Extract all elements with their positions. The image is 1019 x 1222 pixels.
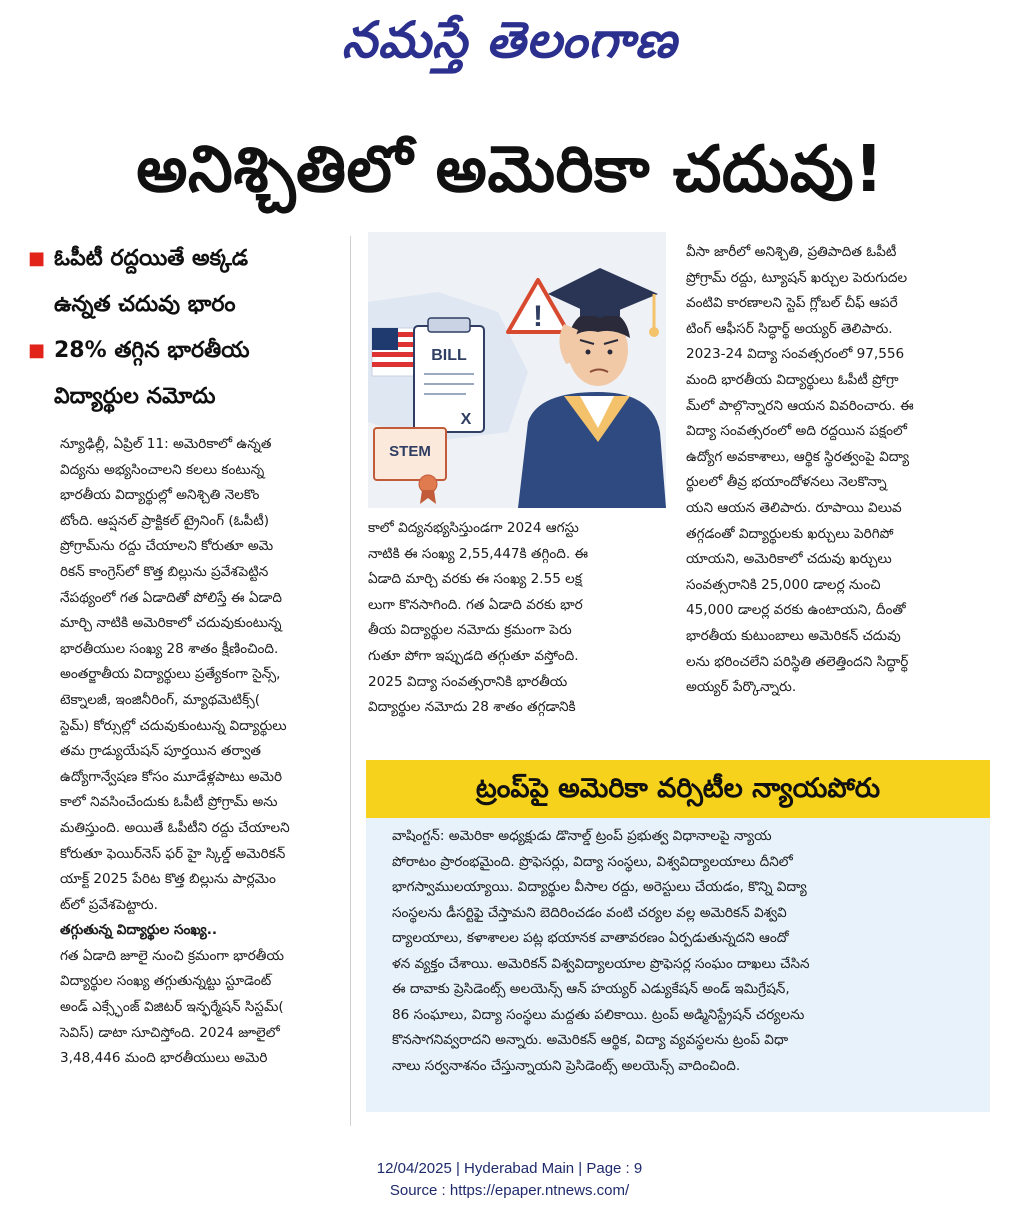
illustration-svg — [368, 232, 666, 508]
page-footer — [0, 1158, 1019, 1202]
sidebar-news-body: వాషింగ్టన్: అమెరికా అధ్యక్షుడు డొనాల్డ్ ట్రంప్ ప్రభుత్వ విధానాలపై న్యాయ పోరాటం ప్రారంభమైంది. ప్రొఫెసర్లు, విద్యా సంస్థలు, విశ్వవిద్యాలయాలు దీనిలో భాగస్వాములయ్యాయి. విద్యార్థుల వీసాల రద్దు, అరెస్టులు చేయడం, కొన్ని విద్యా సంస్థలను డీసర్టిఫై చేస్తామని బెదిరించడం వంటి చర్యల వల్ల అమెరికన్ విశ్వవి ద్యాలయాలు, కళాశాలల పట్ల భయానక వాతావరణం ఏర్పడుతున్నదని ఆందో ళన వ్యక్తం చేశాయి. అమెరికన్ విశ్వవిద్యాలయాల ప్రొఫెసర్ల సంఘం దాఖలు చేసిన ఈ దావాకు ప్రెసిడెంట్స్ అలయెన్స్ ఆన్ హయ్యర్ ఎడ్యుకేషన్ అండ్ ఇమిగ్రేషన్, 86 సంఘాలు, విద్యా సంస్థలు మద్దతు పలికాయి. ట్రంప్ అడ్మినిస్ట్రేషన్ చర్యలను కొనసాగనివ్వరాదని అన్నారు. అమెరికన్ ఆర్థిక, విద్యా వ్యవస్థలను ట్రంప్ విధా నాలు సర్వనాశనం చేస్తున్నాయని ప్రెసిడెంట్స్ అలయెన్స్ వాదించింది. — [392, 828, 810, 1074]
column-divider — [350, 236, 351, 1126]
bullet-square-icon: ■ — [28, 248, 46, 269]
bullet-item: ■ 28% తగ్గిన భారతీయ — [28, 328, 348, 374]
bullet-item-continuation: ఉన్నత చదువు భారం — [54, 292, 236, 317]
footer-source-link[interactable]: Source : https://epaper.ntnews.com/ — [389, 1182, 630, 1199]
page-headline: అనిశ్చితిలో అమెరికా చదువు! — [136, 133, 884, 207]
stem-label: STEM — [389, 443, 431, 460]
highlight-bullets — [28, 236, 348, 420]
article-column-1: న్యూఢిల్లీ, ఏప్రిల్ 11: అమెరికాలో ఉన్నత విద్యను అభ్యసించాలని కలలు కంటున్న భారతీయ విద్యార్థుల్లో అనిశ్చితి నెలకొం టోంది. ఆప్షనల్ ప్రాక్టికల్ ట్రైనింగ్ (ఓపీటీ) ప్రోగ్రామ్‌ను రద్దు చేయాలని కోరుతూ అమె రికన్ కాంగ్రెస్‌లో కొత్త బిల్లును ప్రవేశపెట్టిన నేపథ్యంలో గత ఏడాదితో పోలిస్తే ఈ ఏడాది మార్చి నాటికి అమెరికాలో చదువుకుంటున్న భారతీయుల సంఖ్య 28 శాతం క్షీణించింది. అంతర్జాతీయ విద్యార్థులు ప్రత్యేకంగా సైన్స్, టెక్నాలజీ, ఇంజినీరింగ్, మ్యాథమెటిక్స్( స్టెమ్) కోర్సుల్లో చదువుకుంటున్న విద్యార్థులు తమ గ్రాడ్యుయేషన్ పూర్తయిన తర్వాత ఉద్యోగాన్వేషణ కోసం మూడేళ్లపాటు అమెరి కాలో నివసించేందుకు ఓపీటీ ప్రోగ్రామ్ అను మతిస్తుంది. అయితే ఓపీటీని రద్దు చేయాలని కోరుతూ ఫెయిర్‌నెస్ ఫర్ హై స్కిల్డ్ అమెరికన్ యాక్ట్ 2025 పేరిట కొత్త బిల్లును పార్లమెం ట్‌లో ప్రవేశపెట్టారు. తగ్గుతున్న విద్యార్థుల సంఖ్య.. గత ఏడాది జూలై నుంచి క్రమంగా భారతీయ విద్యార్థుల సంఖ్య తగ్గుతున్నట్టు స్టూడెంట్ అండ్ ఎక్స్ఛేంజ్ విజిటర్ ఇన్ఫర్మేషన్ సిస్టమ్( సెవిస్) డాటా సూచిస్తోంది. 2024 జూలైలో 3,48,446 మంది భారతీయులు అమెరి — [60, 432, 334, 1072]
bullet-square-icon: ■ — [28, 340, 46, 361]
article-column-2: కాలో విద్యనభ్యసిస్తుండగా 2024 ఆగస్టు నాటికి ఈ సంఖ్య 2,55,447కి తగ్గింది. ఈ ఏడాది మార్చి వరకు ఈ సంఖ్య 2.55 లక్ష లుగా కొనసాగింది. గత ఏడాది వరకు భార తీయ విద్యార్థుల నమోదు క్రమంగా పెరు గుతూ పోగా ఇప్పుడది తగ్గుతూ వస్తోంది. 2025 విద్యా సంవత్సరానికి భారతీయ విద్యార్థుల నమోదు 28 శాతం తగ్గడానికి — [368, 520, 589, 716]
bullet-item-continuation: విద్యార్థుల నమోదు — [54, 384, 216, 409]
article-subhead: తగ్గుతున్న విద్యార్థుల సంఖ్య.. — [60, 922, 218, 939]
footer-date-edition: 12/04/2025 | Hyderabad Main | Page : 9 — [376, 1160, 643, 1177]
alert-mark: ! — [533, 300, 543, 333]
sidebar-news-box — [366, 760, 990, 1112]
article-column-3: వీసా జారీలో అనిశ్చితి, ప్రతిపాదిత ఓపీటీ ప్రోగ్రామ్ రద్దు, ట్యూషన్ ఖర్చుల పెరుగుదల వంటివి కారణాలని స్టెప్ గ్లోబల్ చీఫ్ ఆపరే టింగ్ ఆఫీసర్ సిద్ధార్థ్ అయ్యర్ తెలిపారు. 2023-24 విద్యా సంవత్సరంలో 97,556 మంది భారతీయ విద్యార్థులు ఓపీటీ ప్రోగ్రా మ్‌లో పాల్గొన్నారని ఆయన వివరించారు. ఈ విద్యా సంవత్సరంలో అది రద్దయిన పక్షంలో ఉద్యోగ అవకాశాలు, ఆర్థిక స్థిరత్వంపై విద్యా ర్థులలో తీవ్ర భయాందోళనలు నెలకొన్నా యని ఆయన తెలిపారు. రూపాయి విలువ తగ్గడంతో విద్యార్థులకు ఖర్చులు పెరిగిపో యాయని, అమెరికాలో చదువు ఖర్చులు సంవత్సరానికి 25,000 డాలర్ల నుంచి 45,000 డాలర్ల వరకు ఉంటాయని, దీంతో భారతీయ కుటుంబాలు అమెరికన్ చదువు లను భరించలేని పరిస్థితి తలెత్తిందని సిద్ధార్థ్ అయ్యర్ పేర్కొన్నారు. — [686, 244, 914, 696]
masthead-logo: నమస్తే తెలంగాణ — [341, 11, 678, 69]
bullet-item: ■ ఓపీటీ రద్దయితే అక్కడ — [28, 236, 348, 282]
sidebar-news-title: ట్రంప్‌పై అమెరికా వర్సిటీల న్యాయపోరు — [366, 760, 990, 818]
x-mark: X — [460, 411, 472, 428]
bill-label: BILL — [431, 347, 467, 364]
student-illustration — [368, 232, 666, 508]
